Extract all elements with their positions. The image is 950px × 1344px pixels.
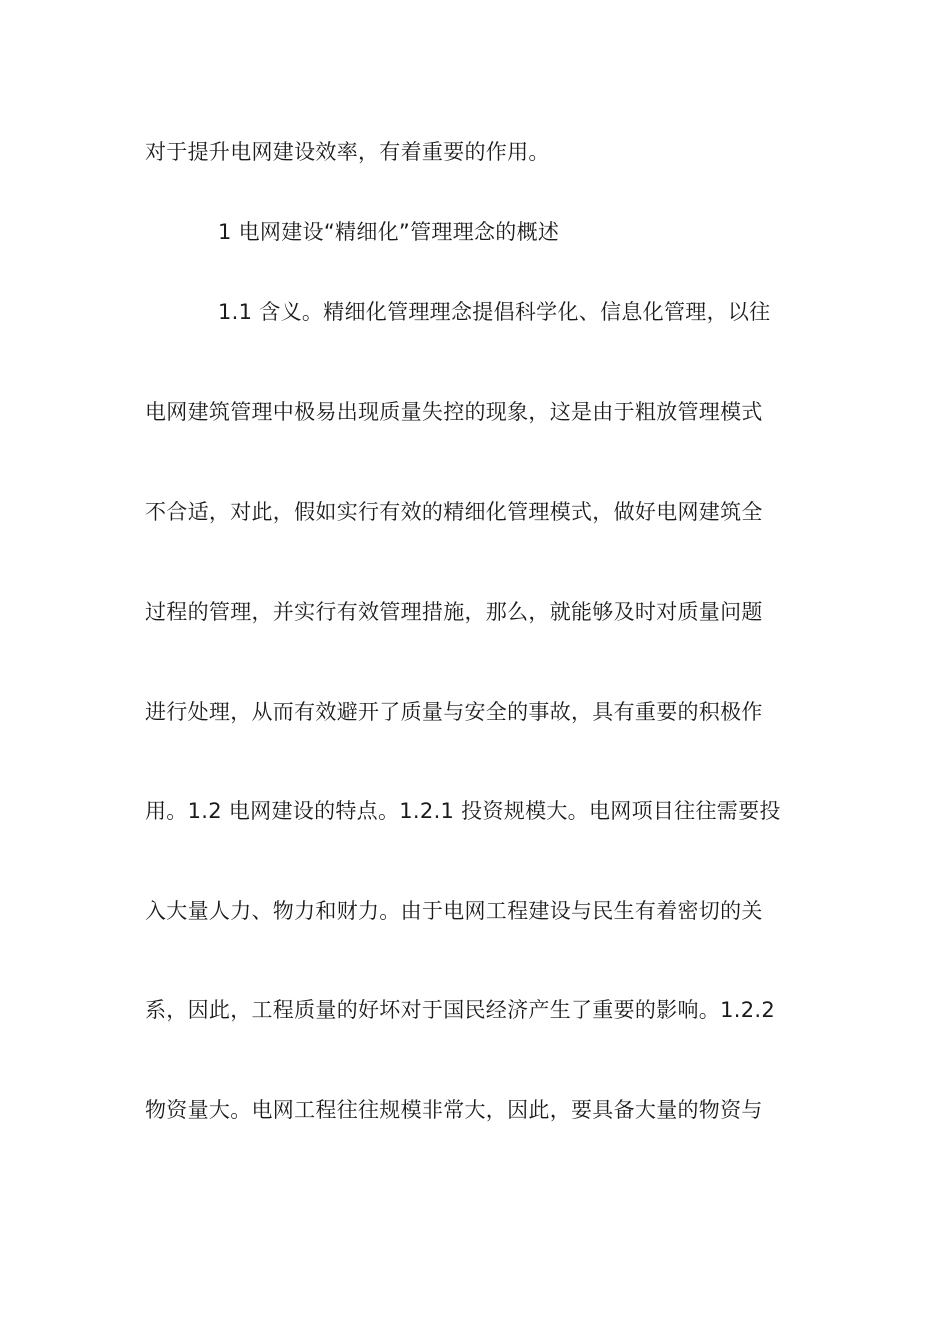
section-heading: 1 电网建设“精细化”管理理念的概述	[218, 220, 560, 244]
body-text-line: 不合适，对此，假如实行有效的精细化管理模式，做好电网建筑全	[145, 500, 763, 524]
body-text-line: 对于提升电网建设效率，有着重要的作用。	[145, 140, 550, 164]
body-text-line: 物资量大。电网工程往往规模非常大，因此，要具备大量的物资与	[145, 1098, 763, 1122]
body-text-line: 电网建筑管理中极易出现质量失控的现象，这是由于粗放管理模式	[145, 400, 763, 424]
body-text-line: 过程的管理，并实行有效管理措施，那么，就能够及时对质量问题	[145, 600, 763, 624]
body-text-line: 系，因此，工程质量的好坏对于国民经济产生了重要的影响。1.2.2	[145, 998, 776, 1022]
body-text-line: 1.1 含义。精细化管理理念提倡科学化、信息化管理，以往	[218, 300, 771, 324]
body-text-line: 用。1.2 电网建设的特点。1.2.1 投资规模大。电网项目往往需要投	[145, 799, 781, 823]
body-text-line: 进行处理，从而有效避开了质量与安全的事故，具有重要的积极作	[145, 700, 763, 724]
body-text-line: 入大量人力、物力和财力。由于电网工程建设与民生有着密切的关	[145, 899, 763, 923]
